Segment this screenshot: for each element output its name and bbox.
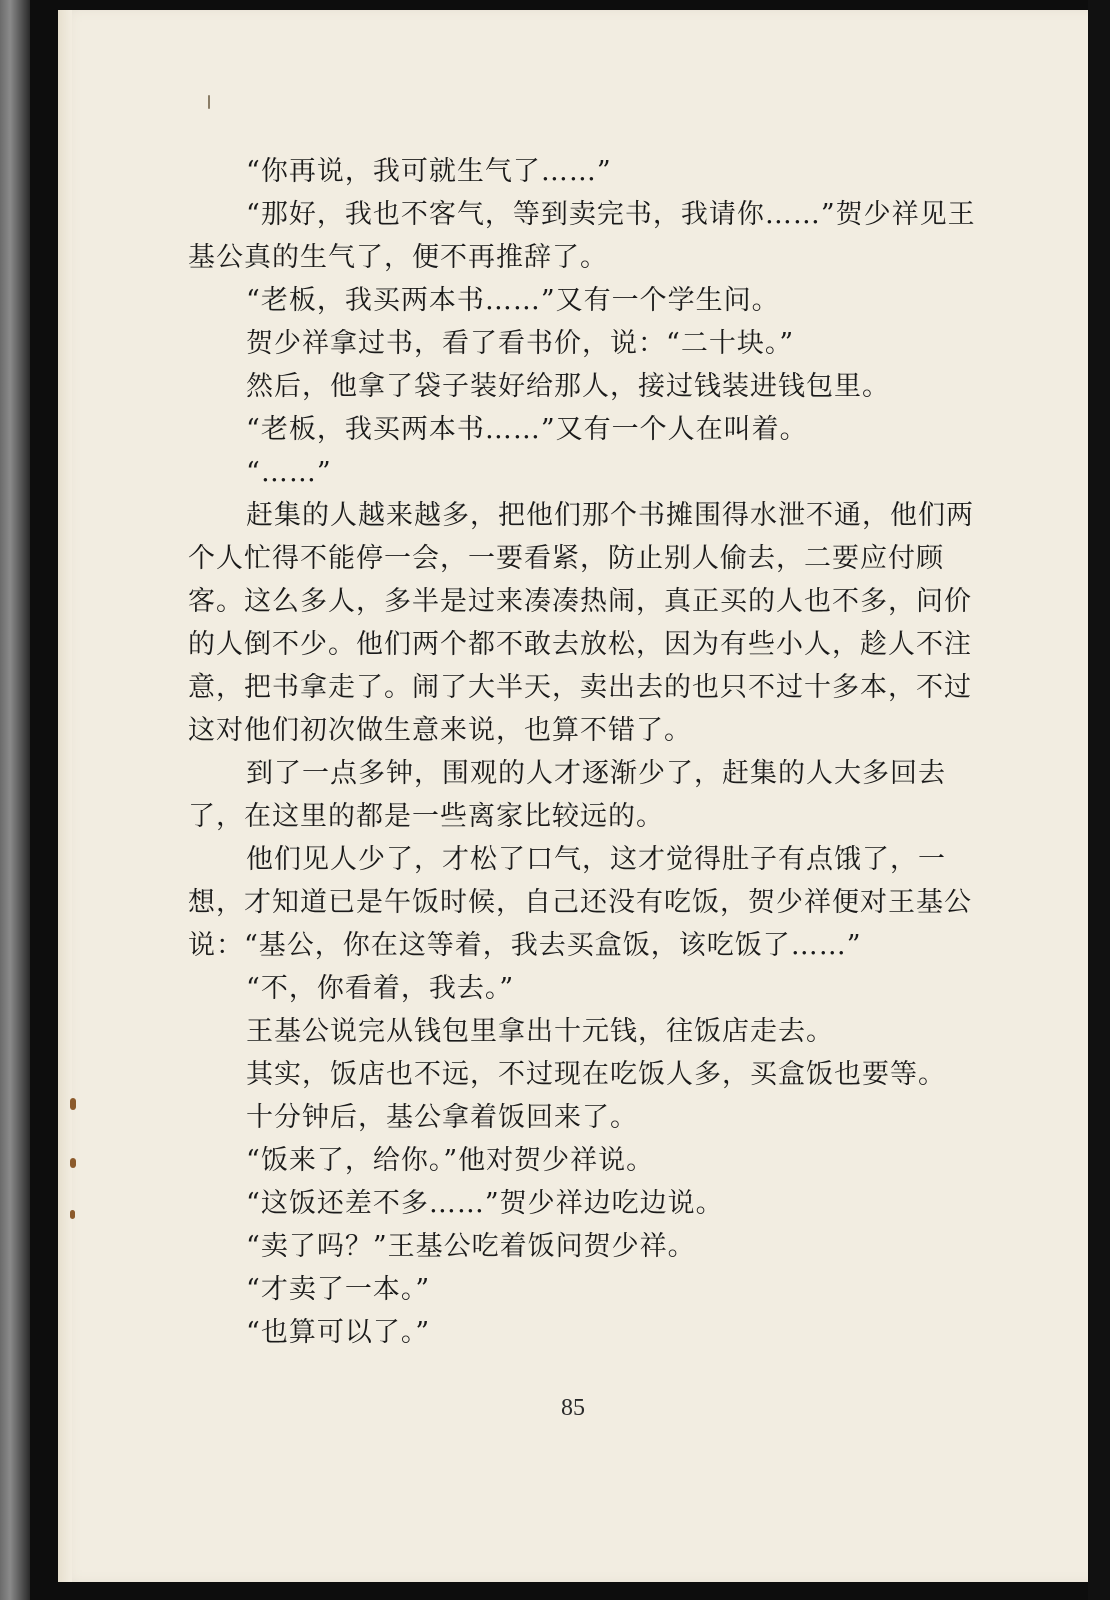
paragraph: “才卖了一本。” bbox=[246, 1274, 431, 1305]
paragraph: “那好，我也不客气，等到卖完书，我请你……”贺少祥见王基公真的生气了，便不再推辞了。 bbox=[188, 199, 976, 273]
page-stain bbox=[70, 1098, 76, 1110]
scan-background-edge bbox=[1088, 0, 1110, 1600]
paragraph: “也算可以了。” bbox=[246, 1317, 431, 1348]
paragraph: 然后，他拿了袋子装好给那人，接过钱装进钱包里。 bbox=[246, 371, 891, 402]
paragraph: “这饭还差不多……”贺少祥边吃边说。 bbox=[246, 1188, 724, 1219]
paragraph: “老板，我买两本书……”又有一个人在叫着。 bbox=[246, 414, 808, 445]
page-stain bbox=[70, 1158, 76, 1168]
paragraph: 王基公说完从钱包里拿出十元钱，往饭店走去。 bbox=[246, 1016, 835, 1047]
paragraph: 他们见人少了，才松了口气，这才觉得肚子有点饿了，一想，才知道已是午饭时候，自己还没有吃饭，贺少祥便对王基公说：“基公，你在这等着，我去买盒饭，该吃饭了……” bbox=[188, 844, 972, 961]
paragraph: 赶集的人越来越多，把他们那个书摊围得水泄不通，他们两个人忙得不能停一会，一要看紧，防止别人偷去，二要应付顾客。这么多人，多半是过来凑凑热闹，真正买的人也不多，问价的人倒不少。他们两个都不敢去放松，因为有些小人，趁人不注意，把书拿走了。闹了大半天，卖出去的也只不过十多本，不过这对他们初次做生意来说，也算不错了。 bbox=[188, 500, 975, 746]
paragraph: “不，你看着，我去。” bbox=[246, 973, 515, 1004]
paragraph: “老板，我买两本书……”又有一个学生问。 bbox=[246, 285, 780, 316]
page-number: 85 bbox=[561, 1395, 585, 1421]
paragraph: “你再说，我可就生气了……” bbox=[246, 156, 612, 187]
paragraph: 其实，饭店也不远，不过现在吃饭人多，买盒饭也要等。 bbox=[246, 1059, 947, 1090]
paragraph: “饭来了，给你。”他对贺少祥说。 bbox=[246, 1145, 655, 1176]
paragraph: 十分钟后，基公拿着饭回来了。 bbox=[246, 1102, 639, 1133]
paragraph: “卖了吗？”王基公吃着饭问贺少祥。 bbox=[246, 1231, 696, 1262]
book-spine bbox=[0, 0, 30, 1600]
page-stain bbox=[70, 1210, 75, 1219]
paragraph: “……” bbox=[246, 457, 332, 488]
paragraph: 到了一点多钟，围观的人才逐渐少了，赶集的人大多回去了，在这里的都是一些离家比较远的。 bbox=[188, 758, 947, 832]
paragraph: 贺少祥拿过书，看了看书价，说：“二十块。” bbox=[246, 328, 795, 359]
pencil-mark bbox=[208, 95, 210, 109]
book-page bbox=[58, 10, 1088, 1582]
page-gutter-shadow bbox=[58, 10, 72, 1582]
body-text bbox=[188, 150, 988, 1354]
